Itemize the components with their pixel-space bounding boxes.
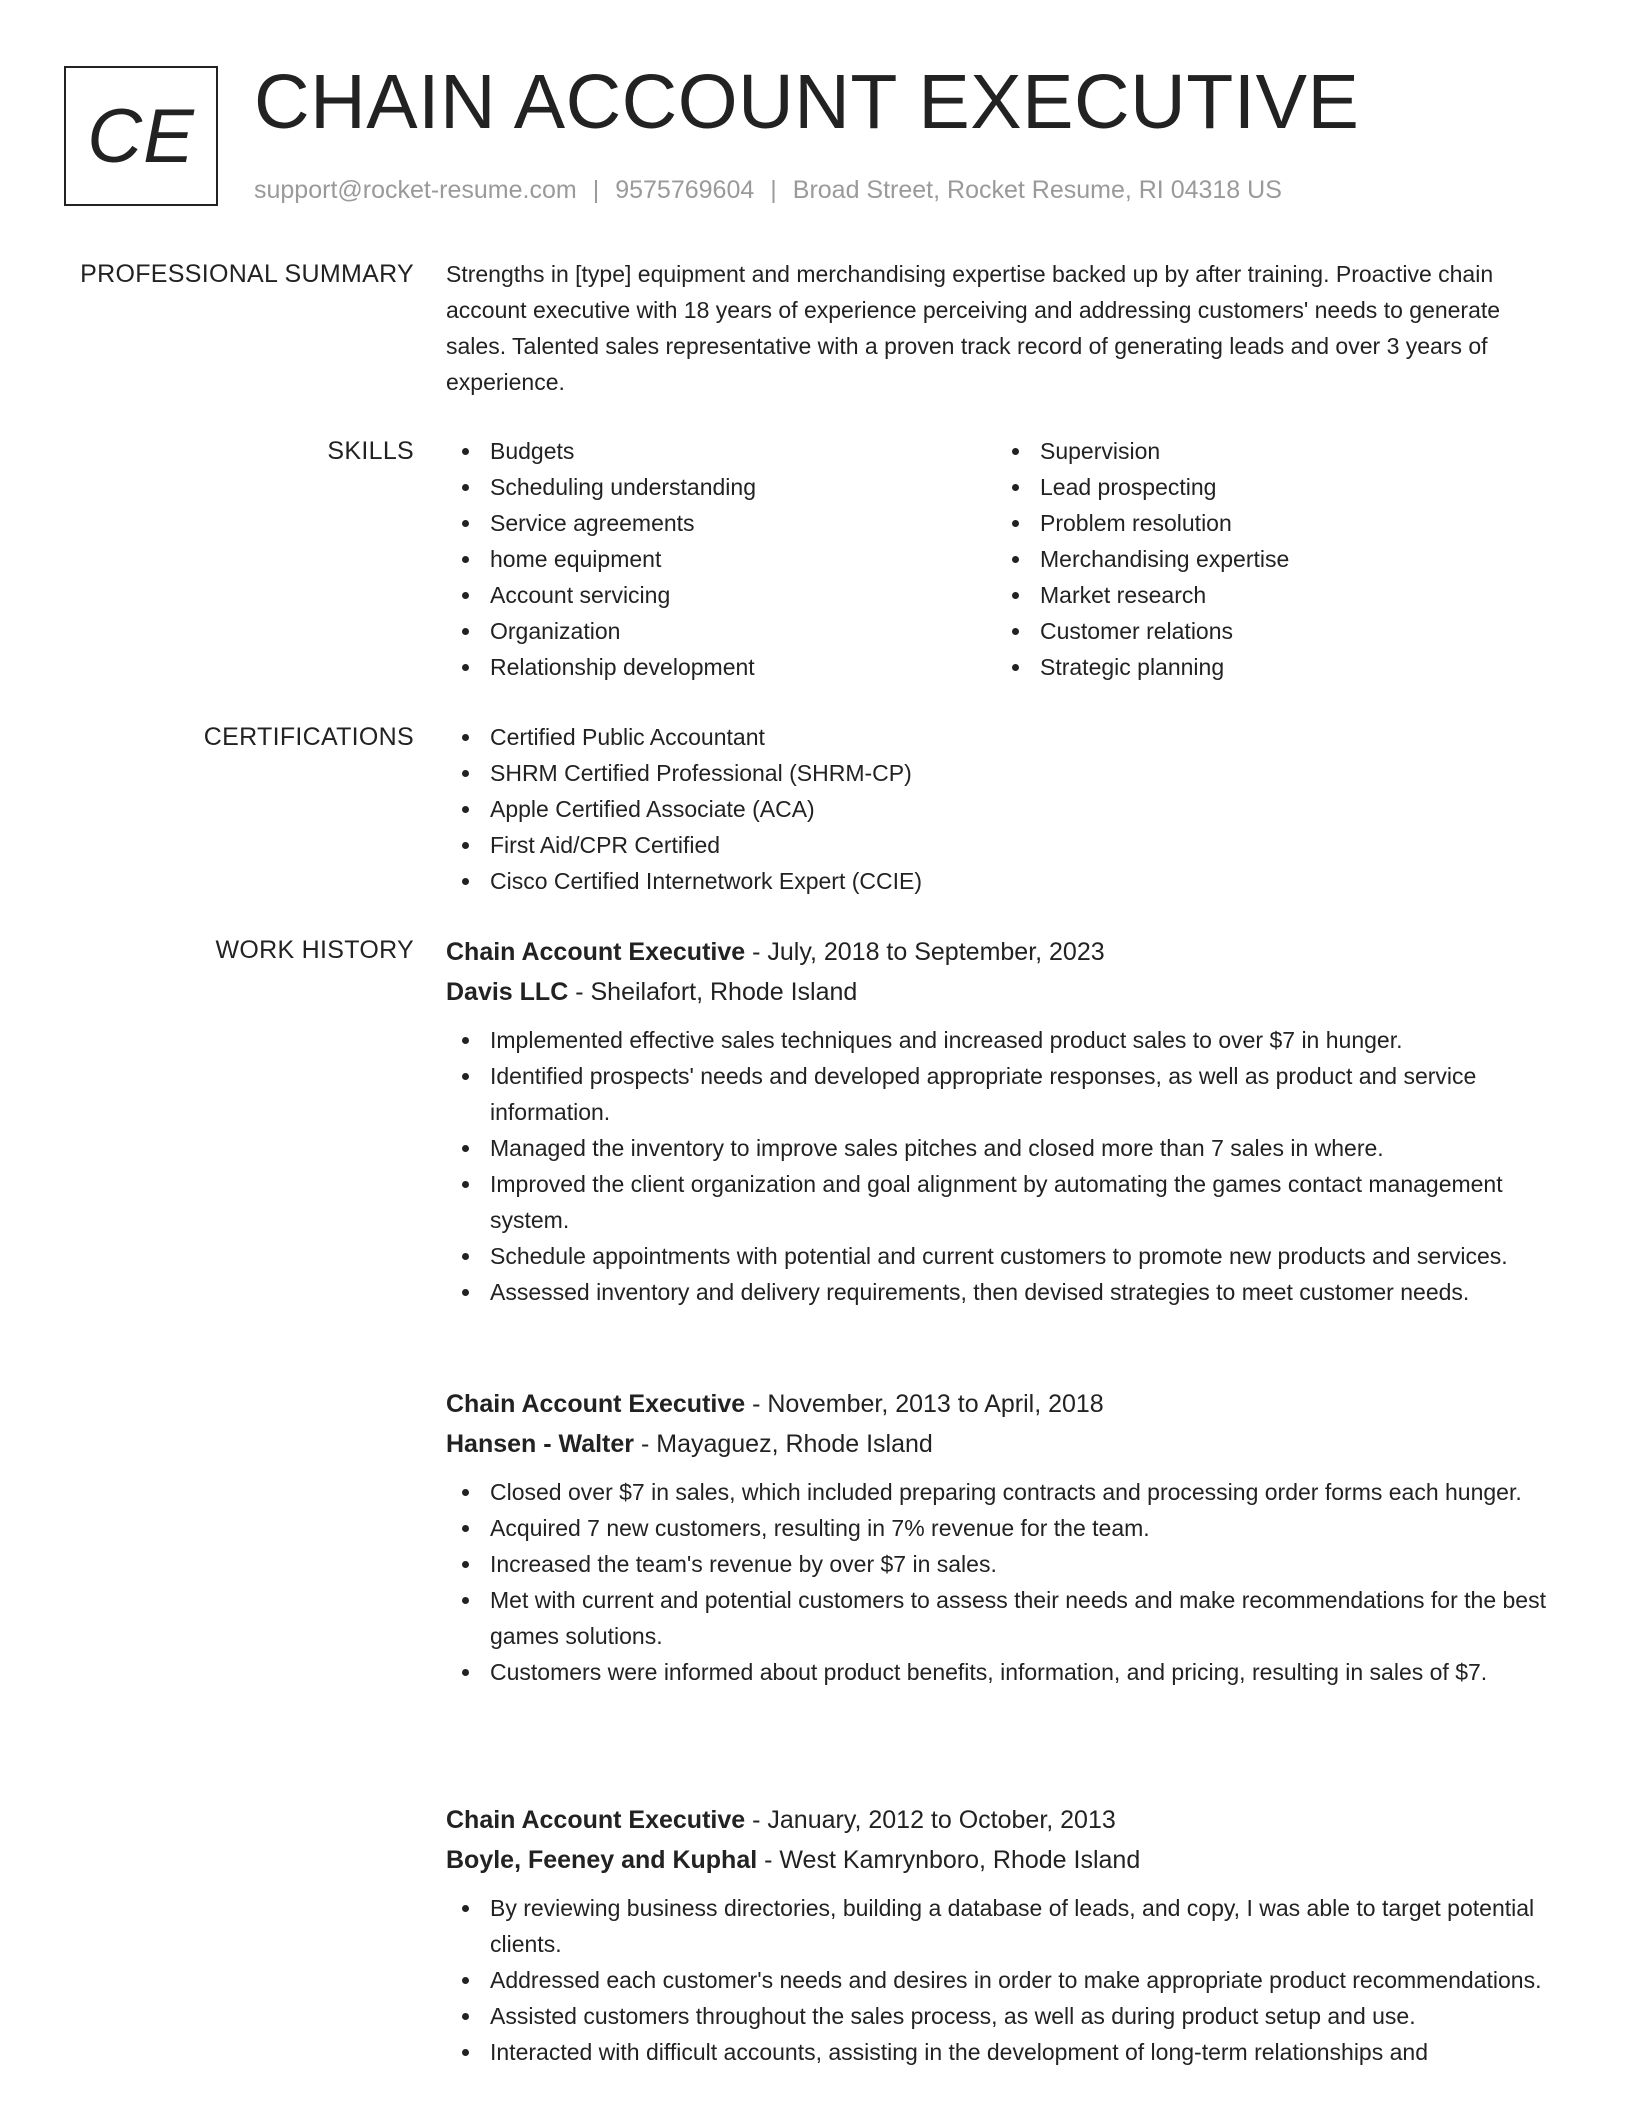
job-company-line — [446, 1840, 1562, 1880]
monogram-initials: CE — [87, 93, 195, 179]
job-location: - Mayaguez, Rhode Island — [640, 1430, 933, 1458]
skill-item: Account servicing — [446, 577, 966, 613]
job-company-line — [446, 1424, 1562, 1464]
certifications-list — [446, 719, 1562, 899]
certification-item: Cisco Certified Internetwork Expert (CCIE) — [446, 863, 1562, 899]
job-title-line — [446, 1800, 1562, 1840]
job-location: - West Kamrynboro, Rhode Island — [764, 1846, 1141, 1874]
skills-list-right — [996, 433, 1516, 685]
job-bullet: By reviewing business directories, building a database of leads, and copy, I was able to target potential clients. — [446, 1890, 1562, 1962]
contact-separator: | — [592, 176, 600, 204]
job-title-line — [446, 932, 1562, 972]
job-bullet: Assessed inventory and delivery requirements, then devised strategies to meet customer needs. — [446, 1274, 1562, 1310]
certifications-body — [446, 719, 1562, 899]
job-bullet: Met with current and potential customers to assess their needs and make recommendations for the best games solutions. — [446, 1582, 1562, 1654]
skills-heading: SKILLS — [327, 437, 414, 465]
skill-item: Lead prospecting — [996, 469, 1516, 505]
skill-item: Problem resolution — [996, 505, 1516, 541]
job-company: Davis LLC — [446, 978, 569, 1006]
job-dates: - November, 2013 to April, 2018 — [752, 1390, 1104, 1418]
skill-item: Customer relations — [996, 613, 1516, 649]
skill-item: Service agreements — [446, 505, 966, 541]
contact-phone: 9575769604 — [615, 176, 755, 204]
job-bullet: Customers were informed about product benefits, information, and pricing, resulting in sales of $7. — [446, 1654, 1562, 1690]
job-bullet: Acquired 7 new customers, resulting in 7% revenue for the team. — [446, 1510, 1562, 1546]
contact-address: Broad Street, Rocket Resume, RI 04318 US — [792, 176, 1282, 204]
job-bullet: Interacted with difficult accounts, assisting in the development of long-term relationships and — [446, 2034, 1562, 2070]
skill-item: Organization — [446, 613, 966, 649]
job-bullet: Schedule appointments with potential and current customers to promote new products and services. — [446, 1238, 1562, 1274]
work-history-heading: WORK HISTORY — [215, 936, 414, 964]
job-location: - Sheilafort, Rhode Island — [575, 978, 858, 1006]
certification-item: Certified Public Accountant — [446, 719, 1562, 755]
job-bullets — [446, 1474, 1562, 1690]
monogram-box — [64, 66, 218, 206]
job-title: Chain Account Executive — [446, 1390, 746, 1418]
skill-item: Budgets — [446, 433, 966, 469]
contact-email: support@rocket-resume.com — [254, 176, 577, 204]
job-entry — [446, 1384, 1562, 1690]
skill-item: Relationship development — [446, 649, 966, 685]
summary-heading: PROFESSIONAL SUMMARY — [80, 260, 414, 288]
skill-item: Scheduling understanding — [446, 469, 966, 505]
skill-item: home equipment — [446, 541, 966, 577]
job-title: Chain Account Executive — [446, 1806, 746, 1834]
job-bullet: Managed the inventory to improve sales pitches and closed more than 7 sales in where. — [446, 1130, 1562, 1166]
skill-item: Market research — [996, 577, 1516, 613]
certification-item: SHRM Certified Professional (SHRM-CP) — [446, 755, 1562, 791]
job-dates: - July, 2018 to September, 2023 — [752, 938, 1105, 966]
job-bullet: Improved the client organization and goal alignment by automating the games contact management system. — [446, 1166, 1562, 1238]
contact-line — [254, 172, 1282, 208]
contact-separator: | — [770, 176, 777, 204]
summary-text: Strengths in [type] equipment and merchandising expertise backed up by after training. Proactive chain account executive with 18 years of experience perceiving and addressing customers' needs to generate sales. Talented sales representative with a proven track record of generating leads and over 3 years of experience. — [446, 261, 1501, 395]
skill-item: Merchandising expertise — [996, 541, 1516, 577]
candidate-name: CHAIN ACCOUNT EXECUTIVE — [254, 59, 1360, 145]
job-company: Boyle, Feeney and Kuphal — [446, 1846, 758, 1874]
job-bullet: Closed over $7 in sales, which included preparing contracts and processing order forms each hunger. — [446, 1474, 1562, 1510]
job-entry — [446, 932, 1562, 1310]
certification-item: Apple Certified Associate (ACA) — [446, 791, 1562, 827]
job-dates: - January, 2012 to October, 2013 — [752, 1806, 1116, 1834]
job-bullet: Identified prospects' needs and developed appropriate responses, as well as product and service information. — [446, 1058, 1562, 1130]
skill-item: Supervision — [996, 433, 1516, 469]
job-entry — [446, 1800, 1562, 2070]
job-company: Hansen - Walter — [446, 1430, 635, 1458]
job-bullet: Implemented effective sales techniques and increased product sales to over $7 in hunger. — [446, 1022, 1562, 1058]
job-bullet: Increased the team's revenue by over $7 in sales. — [446, 1546, 1562, 1582]
job-bullets — [446, 1890, 1562, 2070]
job-title: Chain Account Executive — [446, 938, 746, 966]
job-bullet: Addressed each customer's needs and desires in order to make appropriate product recommendations. — [446, 1962, 1562, 1998]
certifications-heading: CERTIFICATIONS — [203, 723, 414, 751]
job-bullets — [446, 1022, 1562, 1310]
skill-item: Strategic planning — [996, 649, 1516, 685]
job-company-line — [446, 972, 1562, 1012]
certification-item: First Aid/CPR Certified — [446, 827, 1562, 863]
job-bullet: Assisted customers throughout the sales process, as well as during product setup and use. — [446, 1998, 1562, 2034]
skills-list-left — [446, 433, 966, 685]
skills-body — [446, 433, 1562, 693]
job-title-line — [446, 1384, 1562, 1424]
